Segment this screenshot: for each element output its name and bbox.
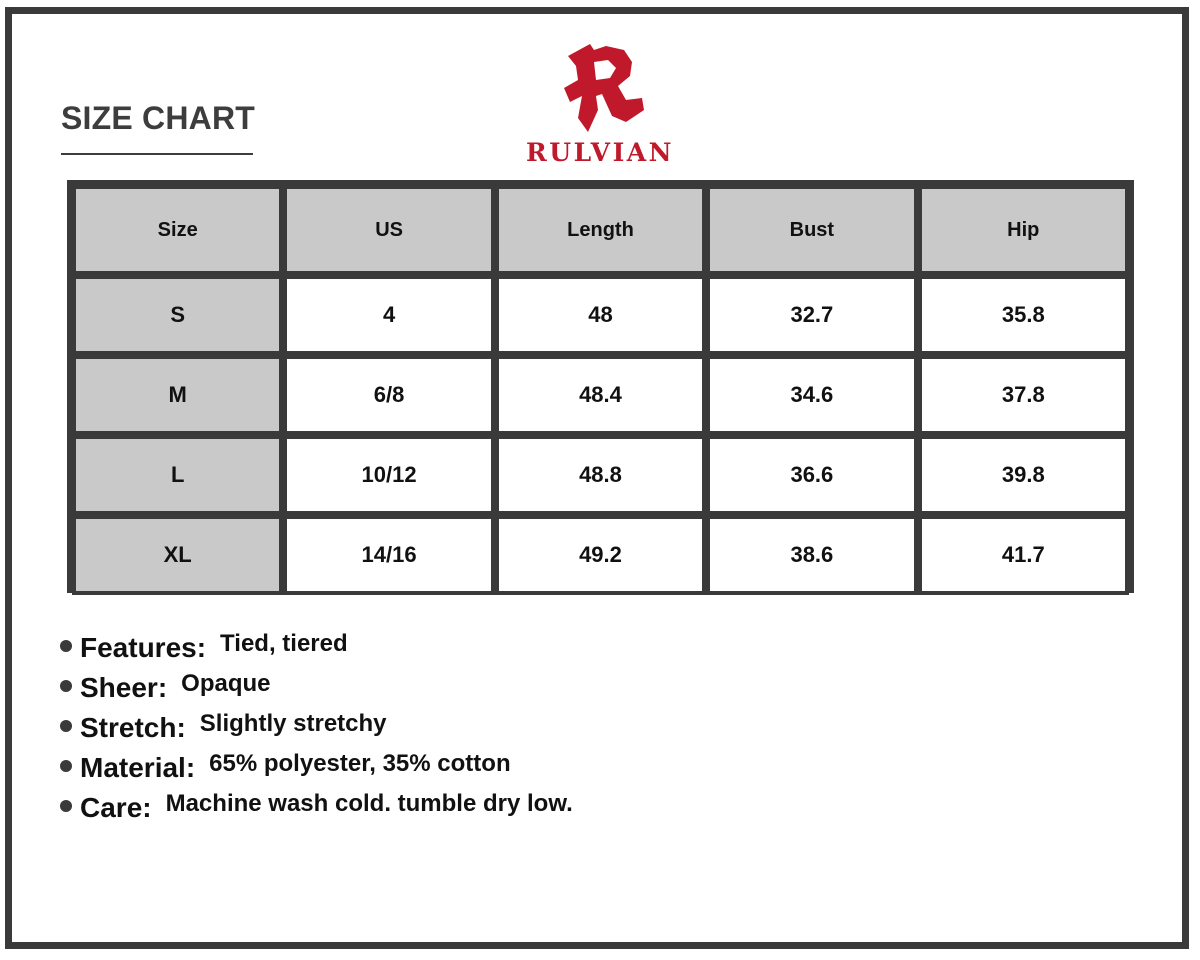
- bust-cell: 32.7: [706, 275, 917, 355]
- us-cell: 14/16: [283, 515, 494, 595]
- bust-cell: 34.6: [706, 355, 917, 435]
- feature-label: Sheer:: [80, 672, 168, 703]
- bullet-icon: [60, 640, 72, 652]
- feature-value: Opaque: [181, 670, 271, 697]
- hip-cell: 37.8: [918, 355, 1129, 435]
- length-cell: 48: [495, 275, 706, 355]
- size-cell: M: [72, 355, 283, 435]
- hip-cell: 39.8: [918, 435, 1129, 515]
- length-cell: 48.4: [495, 355, 706, 435]
- page-title: SIZE CHART: [61, 100, 255, 136]
- us-cell: 10/12: [283, 435, 494, 515]
- hip-cell: 41.7: [918, 515, 1129, 595]
- feature-value: Slightly stretchy: [199, 710, 387, 737]
- column-header-bust: Bust: [706, 185, 917, 275]
- bullet-icon: [60, 680, 72, 692]
- table-row: [72, 275, 1129, 355]
- size-table: [67, 180, 1134, 593]
- list-item: [60, 786, 573, 826]
- bullet-icon: [60, 760, 72, 772]
- column-header-us: US: [283, 185, 494, 275]
- title-underline: [61, 153, 253, 155]
- list-item: [60, 626, 573, 666]
- column-header-hip: Hip: [918, 185, 1129, 275]
- brand-logo: [510, 40, 690, 170]
- column-header-length: Length: [495, 185, 706, 275]
- feature-label: Stretch:: [80, 712, 186, 743]
- bust-cell: 36.6: [706, 435, 917, 515]
- us-cell: 4: [283, 275, 494, 355]
- size-cell: S: [72, 275, 283, 355]
- feature-label: Features:: [80, 632, 207, 663]
- features-list: [60, 626, 573, 826]
- table-row: [72, 355, 1129, 435]
- table-header-row: [72, 185, 1129, 275]
- bullet-icon: [60, 720, 72, 732]
- feature-label: Care:: [80, 792, 152, 823]
- feature-label: Material:: [80, 752, 196, 783]
- column-header-size: Size: [72, 185, 283, 275]
- us-cell: 6/8: [283, 355, 494, 435]
- feature-value: 65% polyester, 35% cotton: [209, 750, 511, 777]
- length-cell: 49.2: [495, 515, 706, 595]
- bullet-icon: [60, 800, 72, 812]
- feature-value: Machine wash cold. tumble dry low.: [165, 790, 573, 817]
- length-cell: 48.8: [495, 435, 706, 515]
- table-row: [72, 435, 1129, 515]
- table-row: [72, 515, 1129, 595]
- list-item: [60, 746, 573, 786]
- size-cell: XL: [72, 515, 283, 595]
- size-cell: L: [72, 435, 283, 515]
- r-monogram-logo-icon: [560, 40, 644, 134]
- list-item: [60, 706, 573, 746]
- feature-value: Tied, tiered: [220, 630, 348, 657]
- brand-name: RULVIAN: [525, 138, 675, 167]
- list-item: [60, 666, 573, 706]
- hip-cell: 35.8: [918, 275, 1129, 355]
- bust-cell: 38.6: [706, 515, 917, 595]
